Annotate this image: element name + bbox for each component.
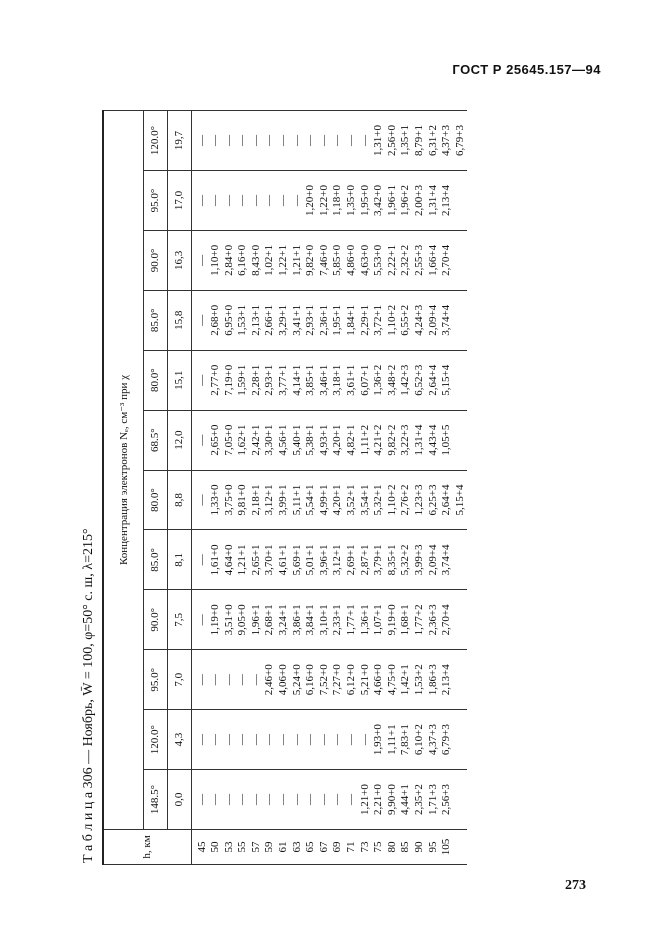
table-cell: 5,38+1 bbox=[304, 424, 317, 456]
table-cell: 3,12+1 bbox=[331, 544, 344, 576]
table-cell: 5,11+1 bbox=[290, 484, 303, 516]
height-value: 90 bbox=[413, 841, 425, 853]
table-cell: — bbox=[263, 194, 276, 206]
table-cell: 5,32+2 bbox=[399, 544, 412, 576]
table-cell: 2,18+1 bbox=[249, 484, 262, 516]
table-cell: 6,52+3 bbox=[413, 364, 425, 396]
table-cell: 3,29+1 bbox=[277, 304, 290, 336]
hf-header-9: 16,3 bbox=[167, 230, 191, 290]
table-cell: 4,66+0 bbox=[372, 664, 385, 696]
table-cell: — bbox=[195, 674, 208, 686]
table-cell: 3,74+4 bbox=[440, 544, 453, 576]
table-cell: 1,21+1 bbox=[290, 244, 303, 276]
chi-header-9: 90.0° bbox=[143, 230, 167, 290]
table-cell: 2,46+0 bbox=[263, 664, 276, 696]
table-cell: — bbox=[331, 135, 344, 147]
table-cell: 7,27+0 bbox=[331, 664, 344, 696]
table-cell: 1,42+3 bbox=[399, 364, 412, 396]
hf-header-7: 15,1 bbox=[167, 350, 191, 410]
table-cell: 4,14+1 bbox=[290, 364, 303, 396]
table-cell: 1,36+2 bbox=[372, 364, 385, 396]
table-cell: 1,10+0 bbox=[209, 244, 222, 276]
table-cell: — bbox=[317, 135, 330, 147]
table-cell: 4,20+1 bbox=[331, 424, 344, 456]
table-cell: 4,63+0 bbox=[358, 244, 371, 276]
table-cell: 6,12+0 bbox=[345, 664, 358, 696]
chi-header-4: 85.0° bbox=[143, 530, 167, 590]
table-cell: — bbox=[345, 794, 358, 806]
table-cell: 2,84+0 bbox=[222, 244, 235, 276]
table-cell: 6,25+3 bbox=[426, 484, 439, 516]
table-cell: 2,33+1 bbox=[331, 604, 344, 636]
table-cell: 1,23+3 bbox=[413, 484, 425, 516]
table-cell: 3,12+1 bbox=[263, 484, 276, 516]
table-cell: 3,72+1 bbox=[372, 304, 385, 336]
table-cell: — bbox=[304, 734, 317, 746]
table-cell: — bbox=[236, 794, 249, 806]
table-cell: 9,19+0 bbox=[385, 604, 398, 636]
hf-header-5: 8,8 bbox=[167, 470, 191, 530]
hf-header-row bbox=[167, 111, 191, 865]
table-cell: 1,21+0 bbox=[358, 784, 371, 816]
table-cell: 1,96+2 bbox=[399, 185, 412, 216]
table-cell: 1,71+3 bbox=[426, 784, 439, 816]
height-value: 53 bbox=[222, 841, 235, 853]
hf-header-8: 15,8 bbox=[167, 290, 191, 350]
table-cell: 4,93+1 bbox=[317, 424, 330, 456]
table-cell: 3,99+1 bbox=[277, 484, 290, 516]
height-value: 67 bbox=[317, 841, 330, 853]
table-cell: 5,40+1 bbox=[290, 424, 303, 456]
table-cell: 1,31+4 bbox=[426, 185, 439, 216]
table-cell: 2,87+1 bbox=[358, 544, 371, 576]
table-cell: 5,69+1 bbox=[290, 544, 303, 576]
table-cell: — bbox=[222, 194, 235, 206]
table-cell: 4,61+1 bbox=[277, 544, 290, 576]
value-column-7 bbox=[191, 350, 467, 410]
table-cell: 9,82+2 bbox=[385, 424, 398, 456]
table-cell: — bbox=[317, 794, 330, 806]
height-value: 50 bbox=[209, 841, 222, 853]
document-header: ГОСТ Р 25645.157—94 bbox=[452, 62, 601, 77]
table-cell: 5,32+1 bbox=[372, 484, 385, 516]
table-cell: — bbox=[331, 734, 344, 746]
table-cell: 1,96+1 bbox=[385, 185, 398, 216]
table-cell: 9,81+0 bbox=[236, 484, 249, 516]
table-cell: 2,13+4 bbox=[440, 664, 453, 696]
table-cell: — bbox=[195, 135, 208, 147]
table-cell: 2,56+0 bbox=[385, 125, 398, 156]
table-cell: 2,36+3 bbox=[426, 604, 439, 636]
table-cell: — bbox=[195, 494, 208, 506]
table-cell: — bbox=[263, 135, 276, 147]
table-cell: — bbox=[277, 794, 290, 806]
table-cell: — bbox=[195, 314, 208, 326]
table-cell: 7,83+1 bbox=[399, 724, 412, 756]
table-cell: — bbox=[236, 734, 249, 746]
table-cell: 7,46+0 bbox=[317, 244, 330, 276]
table-cell: 8,35+1 bbox=[385, 544, 398, 576]
table-cell: 4,20+1 bbox=[331, 484, 344, 516]
table-cell: 1,35+1 bbox=[399, 125, 412, 156]
table-cell: — bbox=[195, 254, 208, 266]
table-cell: 3,41+1 bbox=[290, 304, 303, 336]
group-header: Концентрация электронов Nₑ, см⁻³ при χ bbox=[103, 111, 143, 830]
table-cell: — bbox=[195, 194, 208, 206]
table-cell: — bbox=[209, 135, 222, 147]
value-column-3 bbox=[191, 590, 467, 650]
table-cell: 3,46+1 bbox=[317, 364, 330, 396]
table-cell: 3,24+1 bbox=[277, 604, 290, 636]
table-cell: 2,32+2 bbox=[399, 244, 412, 276]
table-cell: 2,64+4 bbox=[426, 364, 439, 396]
hf-header-1: 4,3 bbox=[167, 710, 191, 770]
table-cell: 1,42+1 bbox=[399, 664, 412, 696]
table-cell: — bbox=[345, 734, 358, 746]
table-cell: — bbox=[249, 674, 262, 686]
table-cell: 4,86+0 bbox=[345, 244, 358, 276]
value-column-2 bbox=[191, 650, 467, 710]
table-cell: — bbox=[222, 734, 235, 746]
table-cell: 9,90+0 bbox=[385, 784, 398, 816]
table-cell: 2,13+1 bbox=[249, 304, 262, 336]
table-cell: 4,37+3 bbox=[426, 724, 439, 756]
hf-header-10: 17,0 bbox=[167, 171, 191, 231]
table-cell: 3,48+2 bbox=[385, 364, 398, 396]
chi-header-6: 68.5° bbox=[143, 410, 167, 470]
table-cell: 2,69+1 bbox=[345, 544, 358, 576]
value-column-5 bbox=[191, 470, 467, 530]
table-cell: 1,07+1 bbox=[372, 604, 385, 636]
table-cell: — bbox=[209, 674, 222, 686]
table-cell: 1,10+2 bbox=[385, 484, 398, 516]
table-cell: 5,53+0 bbox=[372, 244, 385, 276]
table-cell: 6,07+1 bbox=[358, 364, 371, 396]
table-cell: 3,79+1 bbox=[372, 544, 385, 576]
table-cell: 1,62+1 bbox=[236, 424, 249, 456]
table-cell: 2,28+1 bbox=[249, 364, 262, 396]
hf-header-4: 8,1 bbox=[167, 530, 191, 590]
height-value: 65 bbox=[304, 841, 317, 853]
chi-header-11: 120.0° bbox=[143, 111, 167, 171]
table-cell: 4,99+1 bbox=[317, 484, 330, 516]
table-cell: 8,43+0 bbox=[249, 244, 262, 276]
table-cell: 4,37+3 bbox=[440, 125, 453, 156]
table-cell: 3,10+1 bbox=[317, 604, 330, 636]
height-column-header: h, км bbox=[103, 830, 191, 865]
height-value: 45 bbox=[195, 841, 208, 853]
table-cell: 2,56+3 bbox=[440, 784, 453, 816]
table-cell: 1,18+0 bbox=[331, 185, 344, 216]
table-cell: 1,31+0 bbox=[372, 125, 385, 156]
value-column-1 bbox=[191, 710, 467, 770]
table-cell: 6,16+0 bbox=[236, 244, 249, 276]
chi-header-2: 95.0° bbox=[143, 650, 167, 710]
table-cell: 3,52+1 bbox=[345, 484, 358, 516]
chi-header-row bbox=[143, 111, 167, 865]
table-cell: — bbox=[304, 794, 317, 806]
table-cell: 2,00+3 bbox=[413, 185, 425, 216]
table-cell: — bbox=[358, 734, 371, 746]
hf-header-6: 12,0 bbox=[167, 410, 191, 470]
table-cell: — bbox=[195, 614, 208, 626]
table-cell: 4,64+0 bbox=[222, 544, 235, 576]
table-cell: — bbox=[290, 794, 303, 806]
table-cell: 2,21+0 bbox=[372, 784, 385, 816]
table-cell: 6,79+3 bbox=[453, 125, 466, 156]
table-cell: — bbox=[317, 734, 330, 746]
table-cell: 1,11+2 bbox=[358, 424, 371, 456]
height-value: 59 bbox=[263, 841, 276, 853]
table-cell: 1,36+1 bbox=[358, 604, 371, 636]
table-cell: 2,64+4 bbox=[440, 484, 453, 516]
table-cell: — bbox=[236, 135, 249, 147]
table-cell: 2,35+2 bbox=[413, 784, 425, 816]
height-value: 95 bbox=[426, 841, 439, 853]
table-cell: 5,01+1 bbox=[304, 544, 317, 576]
table-cell: 6,16+0 bbox=[304, 664, 317, 696]
table-cell: 6,10+2 bbox=[413, 724, 425, 756]
table-cell: — bbox=[249, 734, 262, 746]
value-column-10 bbox=[191, 171, 467, 231]
table-cell: 2,36+1 bbox=[317, 304, 330, 336]
table-cell: — bbox=[222, 794, 235, 806]
value-column-9 bbox=[191, 230, 467, 290]
value-column-11 bbox=[191, 111, 467, 171]
table-cell: 2,42+1 bbox=[249, 424, 262, 456]
table-cell: — bbox=[222, 135, 235, 147]
hf-header-0: 0,0 bbox=[167, 770, 191, 830]
table-cell: 2,93+1 bbox=[304, 304, 317, 336]
table-cell: 3,86+1 bbox=[290, 604, 303, 636]
table-cell: — bbox=[236, 194, 249, 206]
table-cell: — bbox=[290, 135, 303, 147]
table-cell: 1,86+3 bbox=[426, 664, 439, 696]
table-cell: 1,19+0 bbox=[209, 604, 222, 636]
table-cell: 1,21+1 bbox=[236, 544, 249, 576]
hf-header-3: 7,5 bbox=[167, 590, 191, 650]
height-value: 105 bbox=[440, 838, 453, 856]
table-cell: — bbox=[263, 734, 276, 746]
table-cell: 1,10+2 bbox=[385, 304, 398, 336]
table-cell: — bbox=[209, 194, 222, 206]
height-values-cell bbox=[191, 830, 467, 865]
table-cell: 5,21+0 bbox=[358, 664, 371, 696]
table-cell: 1,35+0 bbox=[345, 185, 358, 216]
table-cell: 1,31+4 bbox=[413, 424, 425, 456]
chi-header-3: 90.0° bbox=[143, 590, 167, 650]
table-cell: — bbox=[290, 734, 303, 746]
table-cell: 1,68+1 bbox=[399, 604, 412, 636]
table-cell: 6,79+3 bbox=[440, 724, 453, 756]
height-value: 61 bbox=[277, 841, 290, 853]
table-cell: — bbox=[304, 135, 317, 147]
height-value: 63 bbox=[290, 841, 303, 853]
table-cell: 1,53+1 bbox=[236, 304, 249, 336]
table-cell: — bbox=[277, 135, 290, 147]
chi-header-7: 80.0° bbox=[143, 350, 167, 410]
table-cell: 2,76+2 bbox=[399, 484, 412, 516]
table-cell: 1,33+0 bbox=[209, 484, 222, 516]
hf-header-2: 7,0 bbox=[167, 650, 191, 710]
table-cell: 6,31+2 bbox=[426, 125, 439, 156]
table-cell: — bbox=[249, 194, 262, 206]
height-value: 71 bbox=[345, 841, 358, 853]
table-cell: 4,06+0 bbox=[277, 664, 290, 696]
table-cell: 3,74+4 bbox=[440, 304, 453, 336]
table-cell: 1,84+1 bbox=[345, 304, 358, 336]
chi-header-1: 120.0° bbox=[143, 710, 167, 770]
table-caption: Т а б л и ц а 306 — Ноябрь, W̄ = 100, φ=50° с. ш, λ=215° bbox=[81, 528, 96, 863]
table-cell: 5,54+1 bbox=[304, 484, 317, 516]
hf-header-11: 19,7 bbox=[167, 111, 191, 171]
table-cell: — bbox=[236, 674, 249, 686]
table-cell: 5,15+4 bbox=[453, 484, 466, 516]
table-cell: 2,22+1 bbox=[385, 244, 398, 276]
table-cell: 3,70+1 bbox=[263, 544, 276, 576]
table-cell: 1,22+0 bbox=[317, 185, 330, 216]
table-cell: 1,11+1 bbox=[385, 724, 398, 755]
table-cell: — bbox=[358, 135, 371, 147]
table-cell: — bbox=[209, 794, 222, 806]
table-cell: 4,56+1 bbox=[277, 424, 290, 456]
table-cell: 1,96+1 bbox=[249, 604, 262, 636]
data-table bbox=[102, 110, 467, 865]
table-cell: 2,09+4 bbox=[426, 544, 439, 576]
table-cell: 2,55+3 bbox=[413, 244, 425, 276]
table-cell: 2,65+1 bbox=[249, 544, 262, 576]
table-cell: 1,22+1 bbox=[277, 244, 290, 276]
table-cell: 5,15+4 bbox=[440, 364, 453, 396]
table-cell: 5,24+0 bbox=[290, 664, 303, 696]
chi-header-8: 85.0° bbox=[143, 290, 167, 350]
table-cell: 4,75+0 bbox=[385, 664, 398, 696]
value-column-6 bbox=[191, 410, 467, 470]
table-cell: 3,99+3 bbox=[413, 544, 425, 576]
table-cell: — bbox=[345, 135, 358, 147]
table-cell: 2,77+0 bbox=[209, 364, 222, 396]
table-cell: 9,82+0 bbox=[304, 244, 317, 276]
table-cell: — bbox=[331, 794, 344, 806]
table-cell: — bbox=[222, 674, 235, 686]
table-cell: 2,70+4 bbox=[440, 604, 453, 636]
table-cell: — bbox=[195, 794, 208, 806]
table-cell: 4,82+1 bbox=[345, 424, 358, 456]
table-cell: 1,20+0 bbox=[304, 185, 317, 216]
table-cell: 2,65+0 bbox=[209, 424, 222, 456]
chi-header-5: 80.0° bbox=[143, 470, 167, 530]
table-cell: 1,02+1 bbox=[263, 244, 276, 276]
table-cell: 3,22+3 bbox=[399, 424, 412, 456]
value-column-4 bbox=[191, 530, 467, 590]
table-cell: 1,59+1 bbox=[236, 364, 249, 396]
table-cell: 3,96+1 bbox=[317, 544, 330, 576]
height-value: 57 bbox=[249, 841, 262, 853]
height-value: 85 bbox=[399, 841, 412, 853]
table-cell: 2,29+1 bbox=[358, 304, 371, 336]
table-cell: 1,05+5 bbox=[440, 424, 453, 456]
height-value: 73 bbox=[358, 841, 371, 853]
table-cell: 4,44+1 bbox=[399, 784, 412, 816]
table-cell: 3,51+0 bbox=[222, 604, 235, 636]
table-cell: — bbox=[263, 794, 276, 806]
table-cell: — bbox=[249, 135, 262, 147]
height-value: 80 bbox=[385, 841, 398, 853]
value-column-8 bbox=[191, 290, 467, 350]
table-cell: 1,53+2 bbox=[413, 664, 425, 696]
table-cell: 2,68+1 bbox=[263, 604, 276, 636]
table-cell: 6,55+2 bbox=[399, 304, 412, 336]
table-cell: 6,95+0 bbox=[222, 304, 235, 336]
height-value: 55 bbox=[236, 841, 249, 853]
table-cell: 4,21+2 bbox=[372, 424, 385, 456]
table-cell: 2,93+1 bbox=[263, 364, 276, 396]
table-cell: — bbox=[277, 194, 290, 206]
value-column-0 bbox=[191, 770, 467, 830]
table-cell: 1,93+0 bbox=[372, 724, 385, 756]
table-body-row bbox=[191, 111, 467, 865]
table-cell: 5,85+0 bbox=[331, 244, 344, 276]
table-cell: 1,77+2 bbox=[413, 604, 425, 636]
table-cell: 8,79+1 bbox=[413, 125, 425, 156]
table-cell: 1,61+0 bbox=[209, 544, 222, 576]
table-cell: — bbox=[195, 374, 208, 386]
table-cell: 3,84+1 bbox=[304, 604, 317, 636]
rotated-table-block bbox=[78, 110, 613, 865]
table-cell: 7,05+0 bbox=[222, 424, 235, 456]
table-cell: 3,30+1 bbox=[263, 424, 276, 456]
table-cell: 9,05+0 bbox=[236, 604, 249, 636]
table-cell: 7,19+0 bbox=[222, 364, 235, 396]
chi-header-10: 95.0° bbox=[143, 171, 167, 231]
table-cell: 2,13+4 bbox=[440, 185, 453, 216]
table-cell: 1,95+0 bbox=[358, 185, 371, 216]
table-cell: 3,77+1 bbox=[277, 364, 290, 396]
table-cell: 1,95+1 bbox=[331, 304, 344, 336]
table-cell: — bbox=[209, 734, 222, 746]
table-cell: 7,52+0 bbox=[317, 664, 330, 696]
table-cell: 1,66+4 bbox=[426, 244, 439, 276]
height-value: 69 bbox=[331, 841, 344, 853]
table-cell: 2,70+4 bbox=[440, 244, 453, 276]
table-cell: — bbox=[195, 554, 208, 566]
page-number: 273 bbox=[565, 878, 586, 893]
height-value: 75 bbox=[372, 841, 385, 853]
table-cell: — bbox=[195, 734, 208, 746]
table-cell: — bbox=[249, 794, 262, 806]
table-cell: 3,85+1 bbox=[304, 364, 317, 396]
table-cell: 3,75+0 bbox=[222, 484, 235, 516]
table-cell: 2,66+1 bbox=[263, 304, 276, 336]
table-cell: 2,09+4 bbox=[426, 304, 439, 336]
table-cell: 4,24+3 bbox=[413, 304, 425, 336]
table-cell: — bbox=[277, 734, 290, 746]
table-cell: 3,18+1 bbox=[331, 364, 344, 396]
chi-header-0: 148.5° bbox=[143, 770, 167, 830]
table-cell: 4,43+4 bbox=[426, 424, 439, 456]
table-cell: — bbox=[290, 194, 303, 206]
table-cell: 3,61+1 bbox=[345, 364, 358, 396]
table-cell: 1,77+1 bbox=[345, 604, 358, 636]
table-cell: — bbox=[195, 434, 208, 446]
table-cell: 3,42+0 bbox=[372, 185, 385, 216]
table-cell: 2,68+0 bbox=[209, 304, 222, 336]
table-cell: 3,54+1 bbox=[358, 484, 371, 516]
